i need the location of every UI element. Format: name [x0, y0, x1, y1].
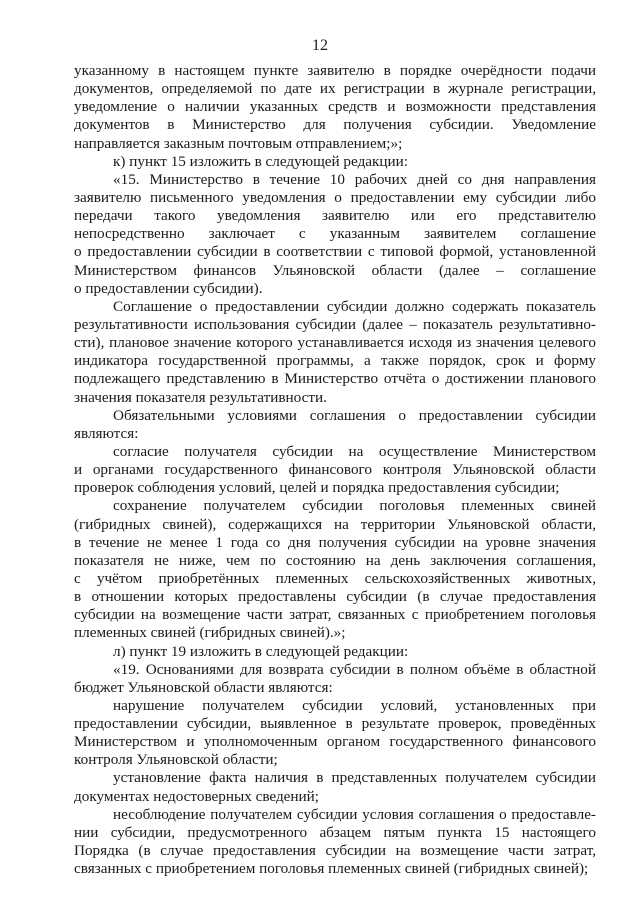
text-line: передачи такого уведомления заявителю или его представителю	[74, 207, 596, 225]
text-line: Министерством финансов Ульяновской области (далее – соглашение	[74, 261, 596, 279]
text-line: о предоставлении субсидии в соответствии с типовой формой, установленной	[74, 243, 596, 261]
text-line: (гибридных свиней), содержащихся на территории Ульяновской области,	[74, 515, 596, 533]
paragraph-mandatory-conditions	[74, 407, 596, 443]
text-line: Соглашение о предоставлении субсидии должно содержать показатель	[113, 297, 596, 315]
text-line: являются:	[74, 424, 139, 442]
paragraph-point-19	[74, 661, 596, 697]
text-line: предоставлении субсидии, выявленное в результате проверок, проведённых	[74, 715, 596, 733]
paragraph-consent	[74, 443, 596, 497]
page-number: 12	[312, 37, 328, 54]
text-line: бюджет Ульяновской области являются:	[74, 678, 333, 696]
text-line: «15. Министерство в течение 10 рабочих дней со дня направления	[113, 170, 596, 188]
text-line: связанных с приобретением поголовья племенных свиней (гибридных свиней);	[74, 860, 589, 878]
text-line: документов в Министерство для получения субсидии. Уведомление	[74, 116, 596, 134]
text-line: «19. Основаниями для возврата субсидии в полном объёме в областной	[113, 660, 596, 678]
text-line: сохранение получателем субсидии поголовья племенных свиней	[113, 497, 596, 515]
text-line: проверок соблюдения условий, целей и порядка предоставления субсидии;	[74, 479, 560, 497]
text-line: несоблюдение получателем субсидии условия соглашения о предоставле-	[113, 805, 596, 823]
paragraph-violation	[74, 697, 596, 770]
paragraph-preservation	[74, 497, 596, 642]
text-line: Порядка (в случае предоставления субсидии на возмещение части затрат,	[74, 842, 596, 860]
text-line: согласие получателя субсидии на осуществление Министерством	[113, 442, 596, 460]
text-line: л) пункт 19 изложить в следующей редакции:	[113, 642, 409, 660]
text-line: нии субсидии, предусмотренного абзацем пятым пункта 15 настоящего	[74, 823, 596, 841]
paragraph-item-k	[74, 153, 596, 171]
text-line: показателя не ниже, чем по состоянию на день заключения соглашения,	[74, 551, 596, 569]
text-line: в отношении которых предоставлены субсидии (в случае предоставления	[74, 588, 596, 606]
document-body	[74, 62, 596, 878]
paragraph-agreement-indicator	[74, 298, 596, 407]
paragraph-item-l	[74, 643, 596, 661]
text-line: документах недостоверных сведений;	[74, 787, 320, 805]
text-line: Министерством и уполномоченным органом государственного финансового	[74, 733, 596, 751]
text-line: заявителю письменного уведомления о предоставлении ему субсидии либо	[74, 188, 596, 206]
text-line: указанному в настоящем пункте заявителю в порядке очерёдности подачи	[74, 62, 596, 79]
text-line: племенных свиней (гибридных свиней).»;	[74, 624, 346, 642]
text-line: значения показателя результативности.	[74, 388, 327, 406]
text-line: уведомление о наличии указанных средств и возможности представления	[74, 98, 596, 116]
paragraph-non-compliance	[74, 806, 596, 879]
text-line: документов, определяемой по дате их регистрации в журнале регистрации,	[74, 80, 596, 98]
paragraph-false-info	[74, 769, 596, 805]
text-line: результативности использования субсидии (далее – показатель результативно-	[74, 315, 596, 333]
text-line: нарушение получателем субсидии условий, установленных при	[113, 696, 596, 714]
text-line: субсидии на возмещение части затрат, связанных с приобретением поголовья	[74, 606, 596, 624]
text-line: подлежащего представлению в Министерство отчёта о достижении планового	[74, 370, 596, 388]
text-line: в течение не менее 1 года со дня получения субсидии на уровне значения	[74, 533, 596, 551]
text-line: о предоставлении субсидии).	[74, 279, 263, 297]
text-line: направляется заказным почтовым отправлением;»;	[74, 134, 403, 152]
paragraph-point-15	[74, 171, 596, 298]
text-line: с учётом приобретённых племенных сельскохозяйственных животных,	[74, 569, 596, 587]
text-line: индикатора государственной программы, а также порядок, срок и форму	[74, 352, 596, 370]
text-line: Обязательными условиями соглашения о предоставлении субсидии	[113, 406, 596, 424]
text-line: установление факта наличия в представленных получателем субсидии	[113, 769, 596, 787]
text-line: непосредственно заключает с указанным заявителем соглашение	[74, 225, 596, 243]
text-line: контроля Ульяновской области;	[74, 751, 278, 769]
text-line: сти), плановое значение которого устанавливается исходя из значения целевого	[74, 334, 596, 352]
paragraph-continuation	[74, 62, 596, 153]
text-line: к) пункт 15 изложить в следующей редакции:	[113, 152, 409, 170]
text-line: и органами государственного финансового контроля Ульяновской области	[74, 461, 596, 479]
